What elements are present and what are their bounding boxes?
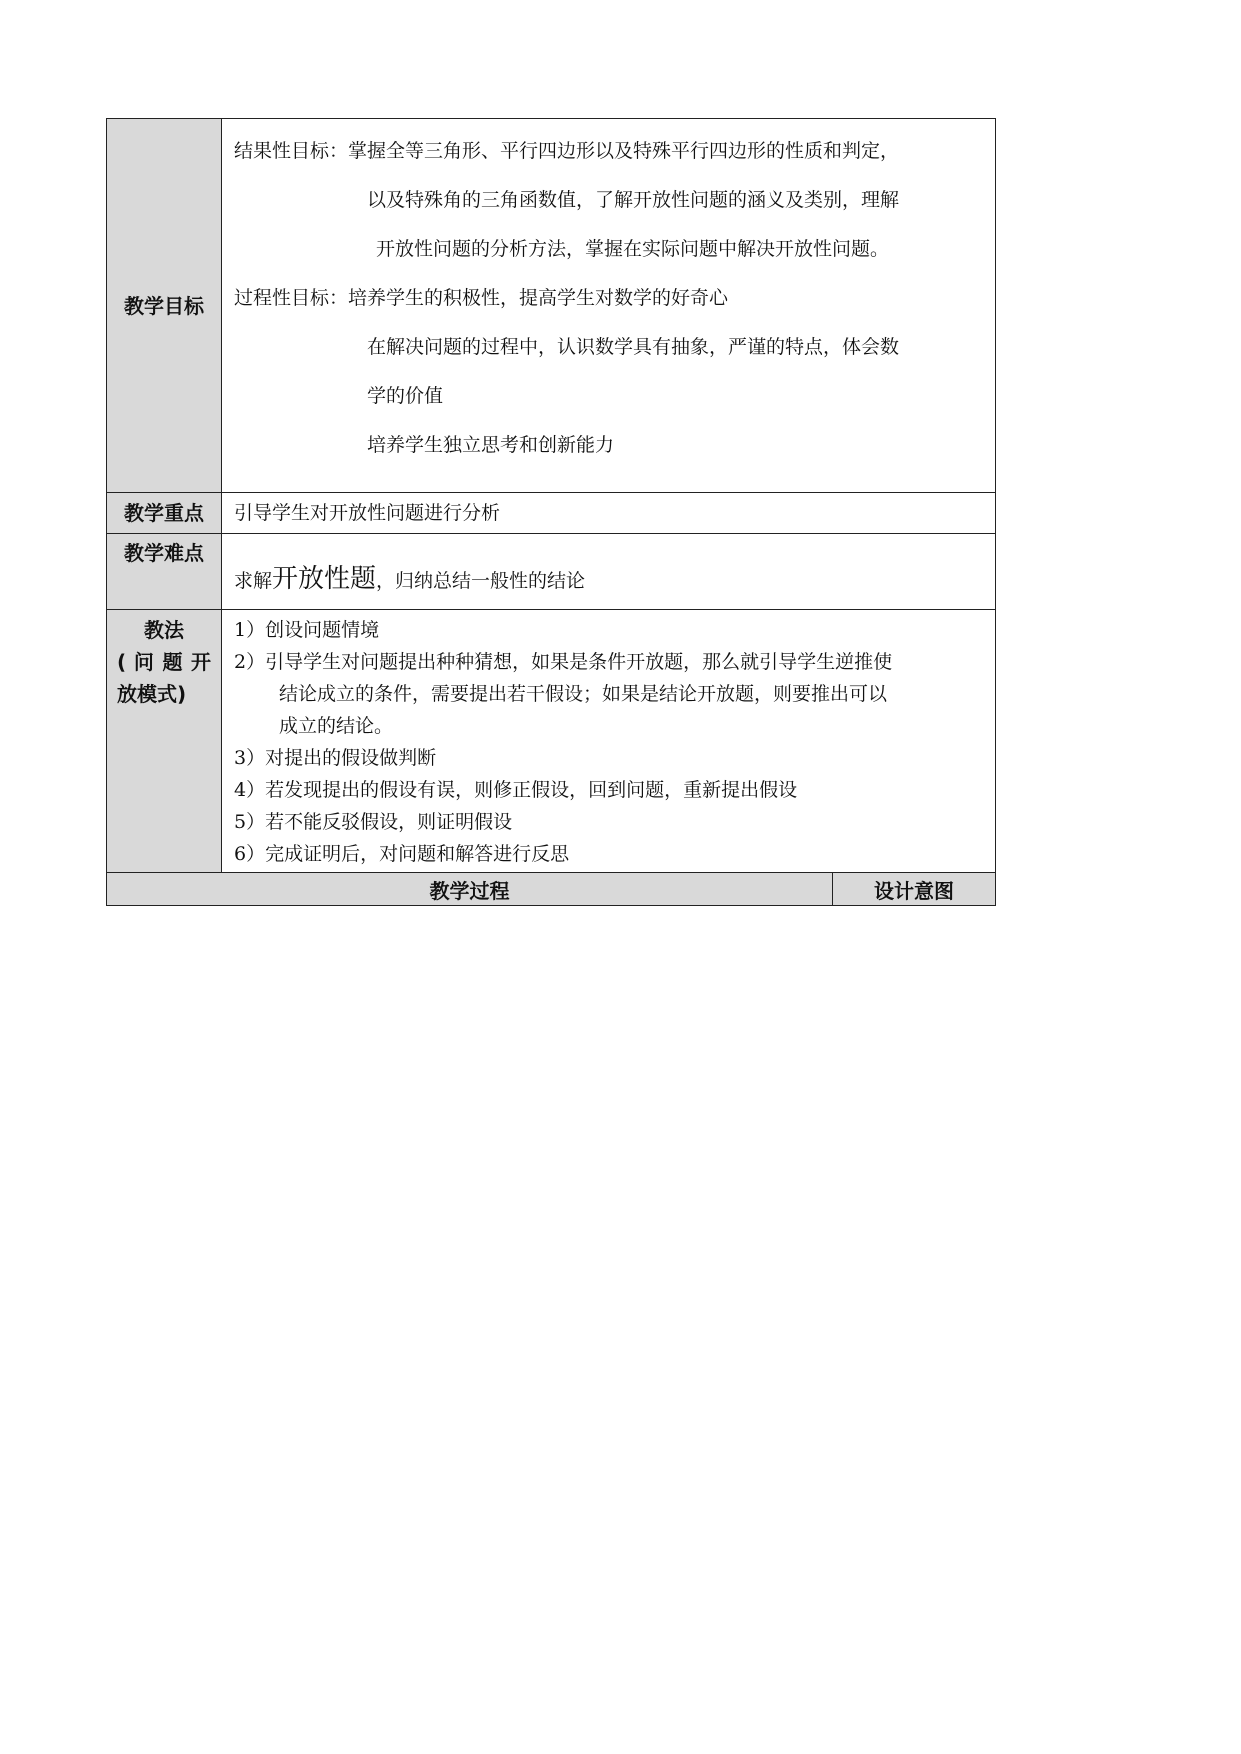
intent-header: 设计意图 [833, 873, 996, 906]
method-step: 3）对提出的假设做判断 [234, 747, 437, 769]
method-steps [222, 610, 996, 873]
method-step: 5）若不能反驳假设，则证明假设 [234, 811, 513, 833]
objective-line: 培养学生独立思考和创新能力 [367, 434, 615, 456]
process-header-row [107, 873, 996, 906]
objective-line: 在解决问题的过程中，认识数学具有抽象，严谨的特点，体会数 [367, 336, 900, 358]
method-step: 2）引导学生对问题提出种种猜想，如果是条件开放题，那么就引导学生逆推使 [234, 651, 893, 673]
method-step-continuation: 成立的结论。 [279, 715, 394, 737]
objectives-content [222, 119, 996, 493]
method-label-line: ( 问 题 开 [117, 650, 211, 674]
objective-line: 以及特殊角的三角函数值，了解开放性问题的涵义及类别，理解 [367, 189, 900, 211]
key-point-label: 教学重点 [107, 493, 222, 534]
method-step: 1）创设问题情境 [234, 619, 380, 641]
method-label-line: 教法 [144, 618, 184, 642]
difficulty-suffix: ，归纳总结一般性的结论 [376, 570, 586, 592]
method-step: 4）若发现提出的假设有误，则修正假设，回到问题，重新提出假设 [234, 779, 798, 801]
method-step: 6）完成证明后，对问题和解答进行反思 [234, 843, 570, 865]
difficulty-label: 教学难点 [107, 534, 222, 610]
method-row [107, 610, 996, 873]
objective-line: 学的价值 [367, 385, 444, 407]
objective-line: 开放性问题的分析方法，掌握在实际问题中解决开放性问题。 [376, 238, 890, 260]
objective-line: 过程性目标：培养学生的积极性，提高学生对数学的好奇心 [234, 287, 729, 309]
difficulty-prefix: 求解 [234, 570, 273, 592]
key-point-row [107, 493, 996, 534]
objectives-label: 教学目标 [107, 119, 222, 493]
objectives-row [107, 119, 996, 493]
method-label [107, 610, 222, 873]
difficulty-row [107, 534, 996, 610]
difficulty-content [222, 534, 996, 610]
difficulty-emphasis: 开放性题 [272, 564, 377, 594]
lesson-plan-table [106, 118, 996, 906]
method-label-line: 放模式) [117, 682, 187, 706]
process-header: 教学过程 [107, 873, 833, 906]
objective-line: 结果性目标：掌握全等三角形、平行四边形以及特殊平行四边形的性质和判定， [234, 140, 900, 162]
key-point-text: 引导学生对开放性问题进行分析 [222, 493, 996, 534]
method-step-continuation: 结论成立的条件，需要提出若干假设；如果是结论开放题，则要推出可以 [279, 683, 888, 705]
